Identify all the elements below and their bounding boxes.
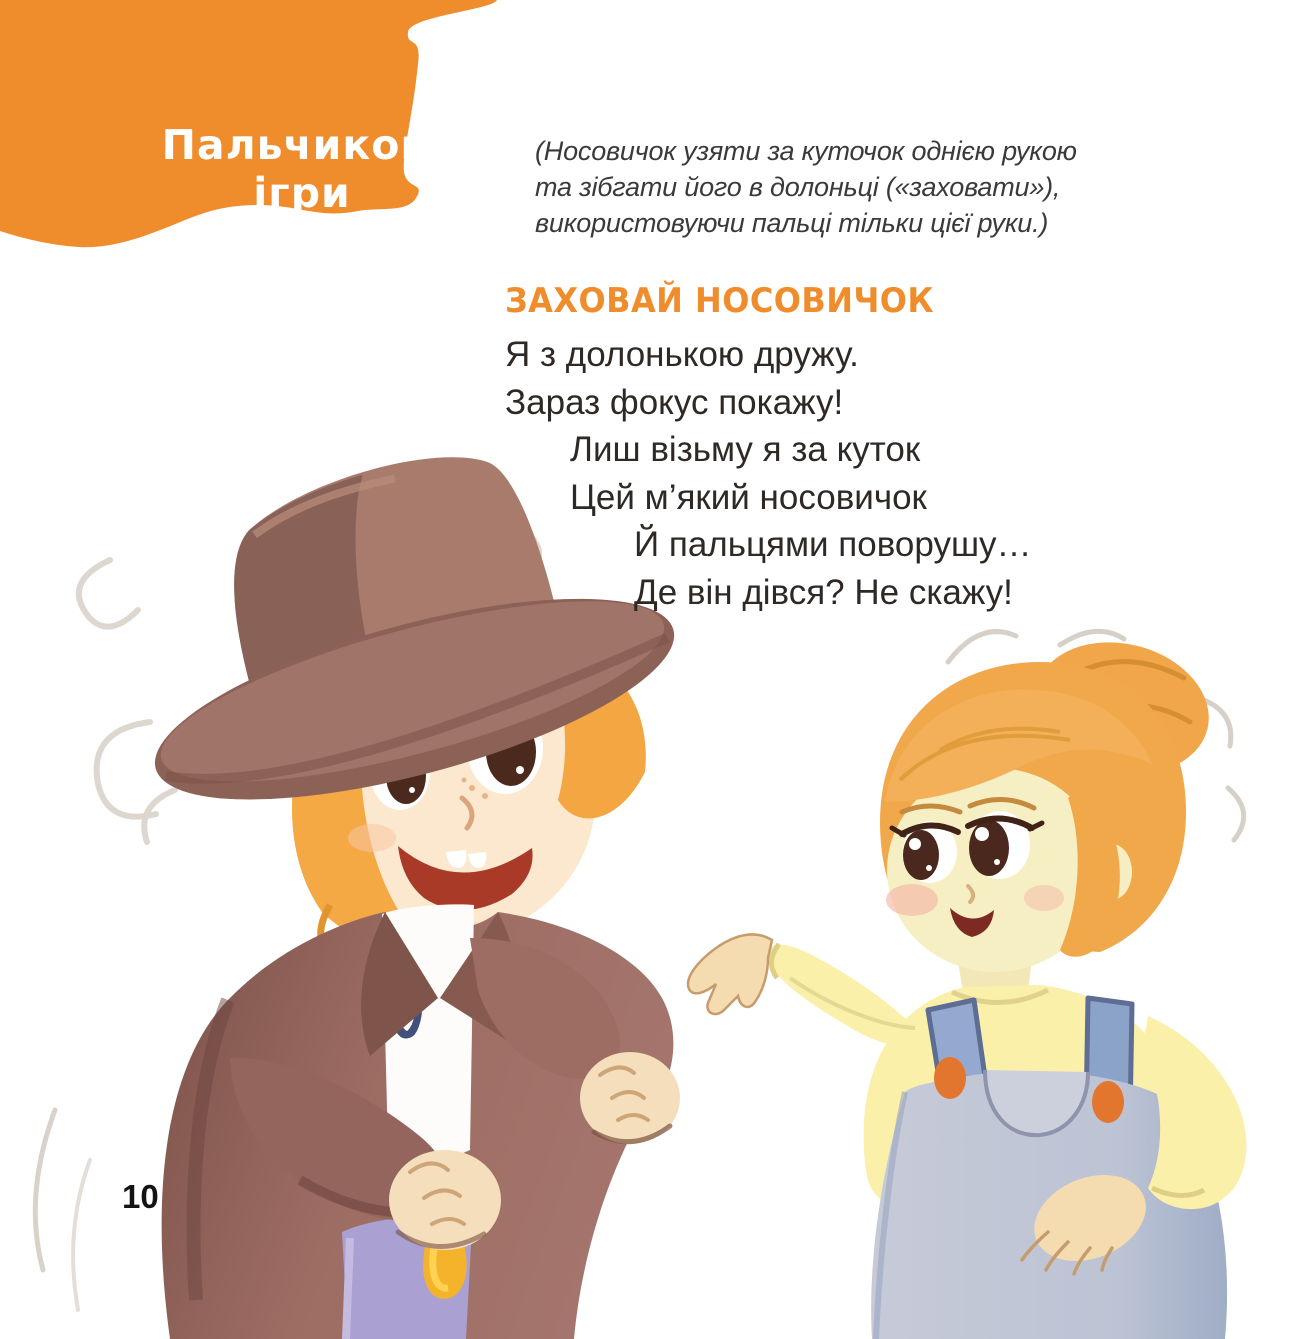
section-label: Пальчикові ігри bbox=[161, 121, 443, 217]
poem-line: Я з долонькою дружу. bbox=[505, 335, 859, 374]
instruction-line: використовуючи пальці тільки цієї руки.) bbox=[535, 208, 1049, 238]
girl-illustration bbox=[688, 625, 1246, 1339]
poem-line: Де він дівся? Не скажу! bbox=[634, 572, 1013, 612]
poem-title: ЗАХОВАЙ НОСОВИЧОК bbox=[505, 281, 934, 321]
overalls-button-right bbox=[1092, 1081, 1124, 1123]
poem-line: Й пальцями поворушу… bbox=[634, 525, 1032, 564]
instruction-line: (Носовичок узяти за куточок однією рукою bbox=[535, 136, 1077, 166]
page-number: 10 bbox=[122, 1178, 159, 1215]
girl-pointing-hand bbox=[688, 934, 772, 1014]
poem-line: Лиш візьму я за куток bbox=[570, 430, 921, 469]
poem-text bbox=[505, 331, 1032, 616]
poem-line: Зараз фокус покажу! bbox=[505, 382, 844, 422]
overalls-button-left bbox=[934, 1057, 966, 1099]
poem-line: Цей м’який носовичок bbox=[570, 477, 927, 517]
boy-right-fist bbox=[580, 1052, 680, 1144]
instruction-text bbox=[535, 133, 1155, 241]
instruction-line: та зібгати його в долоньці («заховати»), bbox=[535, 172, 1061, 202]
